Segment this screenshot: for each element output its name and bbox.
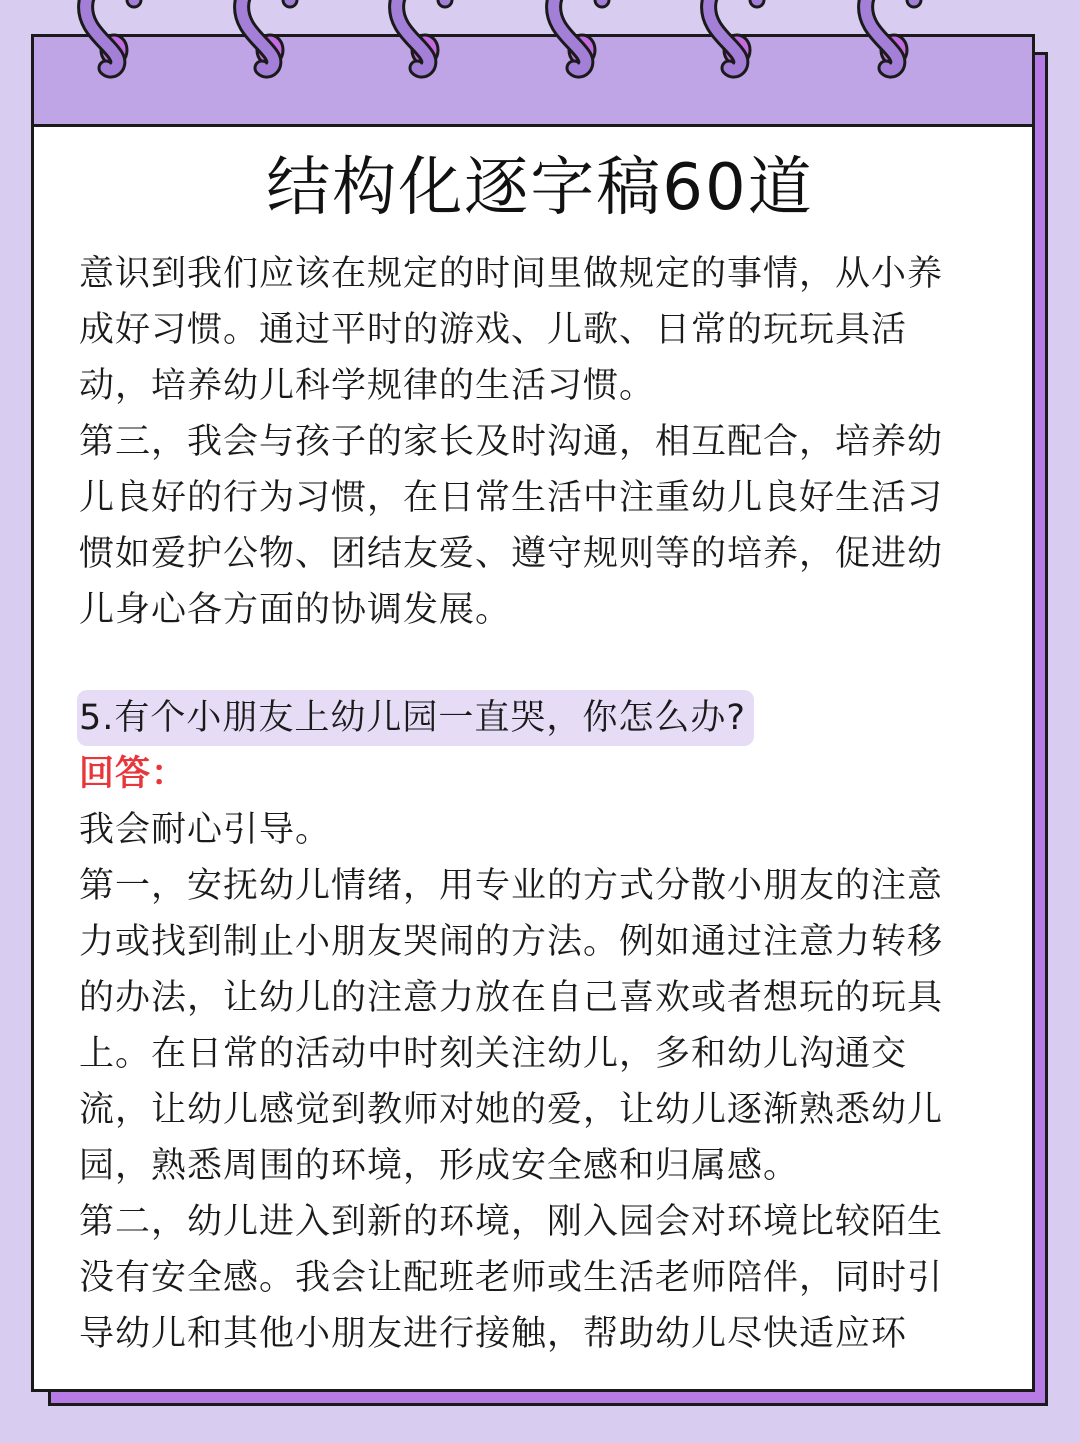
text-line: 导幼儿和其他小朋友进行接触，帮助幼儿尽快适应环 xyxy=(79,1314,908,1354)
binder-ring-icon xyxy=(695,0,785,80)
text-line: 成好习惯。通过平时的游戏、儿歌、日常的玩玩具活 xyxy=(79,310,908,350)
text-line: 动，培养幼儿科学规律的生活习惯。 xyxy=(79,366,656,406)
page-title: 结构化逐字稿60道 xyxy=(266,151,814,225)
text-line: 意识到我们应该在规定的时间里做规定的事情，从小养 xyxy=(79,254,944,294)
binder-ring-icon xyxy=(383,0,473,80)
text-line: 上。在日常的活动中时刻关注幼儿，多和幼儿沟通交 xyxy=(79,1034,908,1074)
text-line: 的办法，让幼儿的注意力放在自己喜欢或者想玩的玩具 xyxy=(79,978,944,1018)
binder-ring-icon xyxy=(852,0,942,80)
text-line: 第一，安抚幼儿情绪，用专业的方式分散小朋友的注意 xyxy=(79,866,944,906)
question-5-block xyxy=(79,690,979,1362)
text-line: 我会耐心引导。 xyxy=(79,810,332,850)
text-line: 园，熟悉周围的环境，形成安全感和归属感。 xyxy=(79,1146,800,1186)
text-line: 流，让幼儿感觉到教师对她的爱，让幼儿逐渐熟悉幼儿 xyxy=(79,1090,944,1130)
text-line: 力或找到制止小朋友哭闹的方法。例如通过注意力转移 xyxy=(79,922,944,962)
answer-label: 回答： xyxy=(79,754,188,794)
binder-ring-icon xyxy=(540,0,630,80)
text-line: 儿良好的行为习惯，在日常生活中注重幼儿良好生活习 xyxy=(79,478,944,518)
binder-ring-icon xyxy=(228,0,318,80)
section-1-text xyxy=(79,246,979,638)
text-line: 儿身心各方面的协调发展。 xyxy=(79,590,512,630)
text-line: 惯如爱护公物、团结友爱、遵守规则等的培养，促进幼 xyxy=(79,534,944,574)
text-line: 没有安全感。我会让配班老师或生活老师陪伴，同时引 xyxy=(79,1258,944,1298)
question-heading: 5.有个小朋友上幼儿园一直哭，你怎么办? xyxy=(77,690,754,746)
binder-ring-icon xyxy=(72,0,162,80)
text-line: 第二，幼儿进入到新的环境，刚入园会对环境比较陌生 xyxy=(79,1202,944,1242)
text-line: 第三，我会与孩子的家长及时沟通，相互配合，培养幼 xyxy=(79,422,944,462)
